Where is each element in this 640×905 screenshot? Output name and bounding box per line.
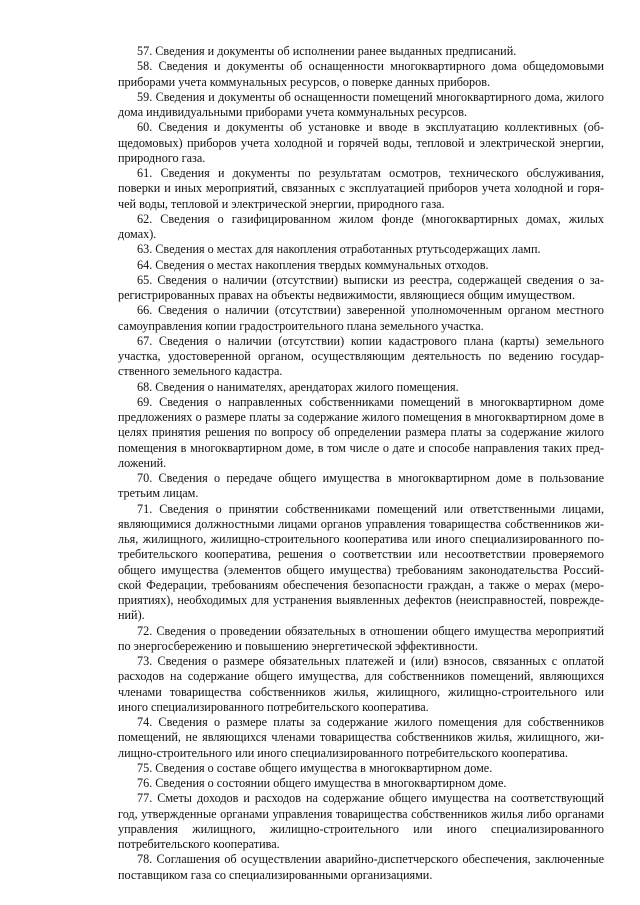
paragraph-57: 57. Сведения и документы об исполнении ранее выданных предписаний. <box>137 44 517 58</box>
paragraph-67: 67. Сведения о наличии (отсутствии) копии кадастрового плана (карты) земельного участка, удостоверенной органом, осуществляющим деятельность по ведению государственного земельного кадастра. <box>118 333 604 379</box>
paragraph-63: 63. Сведения о местах для накопления отработанных ртутьсодержащих ламп. <box>137 242 541 257</box>
paragraph-58: 58. Сведения и документы об оснащенности многоквартирного дома общедомовыми приборами учета коммунальных ресурсов, о поверке данных приборов. <box>118 59 604 89</box>
paragraph-61: 61. Сведения и документы по результатам осмотров, технического обслуживания, поверки и иных мероприятий, связанных с эксплуатацией приборов учета холодной и горячей воды, тепловой и электрической энергии, природного газа. <box>118 166 604 211</box>
document-page <box>118 44 604 883</box>
paragraph-68: 68. Сведения о нанимателях, арендаторах жилого помещения. <box>137 379 459 394</box>
paragraph-59: 59. Сведения и документы об оснащенности помещений многоквартирного дома, жилого дома индивидуальными приборами учета коммунальных ресурсов. <box>118 89 604 119</box>
paragraph-66: 66. Сведения о наличии (отсутствии) заверенной уполномоченным органом местного самоуправления копии градостроительного плана земельного участка. <box>118 303 604 333</box>
paragraph-71: 71. Сведения о принятии собственниками помещений или ответственными лицами, являющимися должностными лицами органов управления товарищества собственников жилья, жилищного, жилищно-строительного кооператива или иного специализированного потребительского кооператива, решения о соответствии или несоответствии проверяемого общего имущества (элементов общего имущества) требованиям законодательства Российской Федерации, требованиям обеспечения безопасности граждан, а также о мерах (мероприятиях), необходимых для устранения выявленных дефектов (неисправностей, повреждений). <box>118 501 604 623</box>
paragraph-73: 73. Сведения о размере обязательных платежей и (или) взносов, связанных с оплатой расходов на содержание общего имущества, для собственников помещений, являющихся членами товарищества собственников жилья, жилищного, жилищно-строительного или иного специализированного потребительского кооператива. <box>118 654 604 714</box>
paragraph-77: 77. Сметы доходов и расходов на содержание общего имущества на соответствующий год, утвержденные органами управления товарищества собственников жилья либо органами управления жилищного, жилищно-строительного или иного специализированного потребительского кооператива. <box>118 791 604 851</box>
paragraph-62: 62. Сведения о газифицированном жилом фонде (многоквартирных домах, жилых домах). <box>118 211 604 241</box>
paragraph-74: 74. Сведения о размере платы за содержание жилого помещения для собственников помещений, не являющихся членами товарищества собственников жилья, жилищного, жилищно-строительного или иного специализированного потребительского кооператива. <box>118 715 604 760</box>
paragraph-69: 69. Сведения о направленных собственниками помещений в многоквартирном доме предложениях о размере платы за содержание жилого помещения в многоквартирном доме в целях принятия решения по вопросу об определении размера платы за содержание жилого помещения в многоквартирном доме, в том числе о дате и способе направления таких предложений. <box>118 394 604 470</box>
paragraph-60: 60. Сведения и документы об установке и вводе в эксплуатацию коллективных (общедомовых) приборов учета холодной и горячей воды, тепловой и электрической энергии, природного газа. <box>118 120 604 165</box>
paragraph-75: 75. Сведения о составе общего имущества в многоквартирном доме. <box>137 760 493 775</box>
paragraph-70: 70. Сведения о передаче общего имущества в многоквартирном доме в пользование третьим лицам. <box>118 471 604 501</box>
paragraph-72: 72. Сведения о проведении обязательных в отношении общего имущества мероприятий по энергосбережению и повышению энергетической эффективности. <box>118 623 604 653</box>
paragraph-76: 76. Сведения о состоянии общего имущества в многоквартирном доме. <box>137 776 507 790</box>
paragraph-64: 64. Сведения о местах накопления твердых коммунальных отходов. <box>137 257 489 272</box>
paragraph-78: 78. Соглашения об осуществлении аварийно-диспетчерского обеспечения, заключенные поставщиком газа со специализированными организациями. <box>118 852 604 882</box>
paragraph-65: 65. Сведения о наличии (отсутствии) выписки из реестра, содержащей сведения о зарегистрированных правах на объекты недвижимости, являющиеся общим имуществом. <box>118 272 604 302</box>
